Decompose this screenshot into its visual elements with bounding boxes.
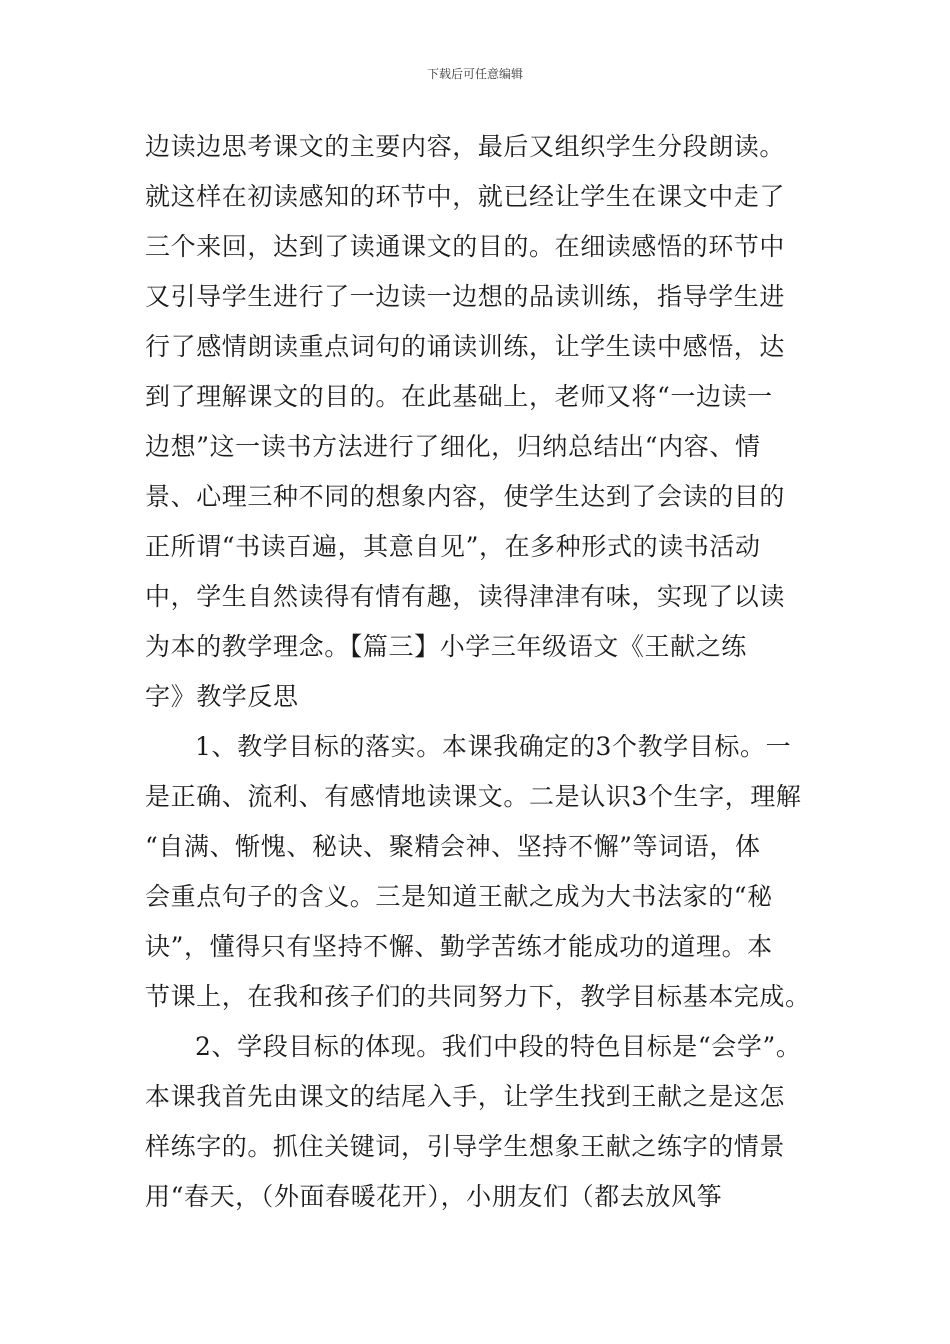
text-line: “自满、惭愧、秘诀、聚精会神、坚持不懈”等词语，体 [145,832,761,861]
text-line: 诀”，懂得只有坚持不懈、勤学苦练才能成功的道理。本 [145,932,773,961]
text-line: 样练字的。抓住关键词，引导学生想象王献之练字的情景 [145,1132,786,1161]
text-line: 会重点句子的含义。三是知道王献之成为大书法家的“秘 [145,882,773,911]
text-line: 到了理解课文的目的。在此基础上，老师又将“一边读一 [145,382,773,411]
paragraph-start-line: 1、教学目标的落实。本课我确定的3个教学目标。一 [195,732,792,761]
text-line: 三个来回，达到了读通课文的目的。在细读感悟的环节中 [145,232,786,261]
text-line: 为本的教学理念。【篇三】小学三年级语文《王献之练 [145,632,747,661]
text-line: 景、心理三种不同的想象内容，使学生达到了会读的目的 [145,482,786,511]
text-line: 又引导学生进行了一边读一边想的品读训练，指导学生进 [145,282,786,311]
paragraph-start-line: 2、学段目标的体现。我们中段的特色目标是“会学”。 [195,1032,802,1061]
text-line: 节课上，在我和孩子们的共同努力下，教学目标基本完成。 [145,982,811,1011]
text-line: 行了感情朗读重点词句的诵读训练，让学生读中感悟，达 [145,332,786,361]
text-line: 本课我首先由课文的结尾入手，让学生找到王献之是这怎 [145,1082,786,1111]
text-line: 边读边思考课文的主要内容，最后又组织学生分段朗读。 [145,132,786,161]
text-line: 是正确、流利、有感情地读课文。二是认识3个生字，理解 [145,782,802,811]
text-line: 就这样在初读感知的环节中，就已经让学生在课文中走了 [145,182,786,211]
document-body [145,122,835,1222]
page-header: 下载后可任意编辑 [426,67,523,81]
text-line: 正所谓“书读百遍，其意自见”，在多种形式的读书活动 [145,532,761,561]
text-line: 中，学生自然读得有情有趣，读得津津有味，实现了以读 [145,582,786,611]
section-title-line: 字》教学反思 [145,682,299,711]
text-line: 边想”这一读书方法进行了细化，归纳总结出“内容、情 [145,432,761,461]
text-line: 用“春天，（外面春暖花开），小朋友们（都去放风筝 [145,1182,723,1211]
